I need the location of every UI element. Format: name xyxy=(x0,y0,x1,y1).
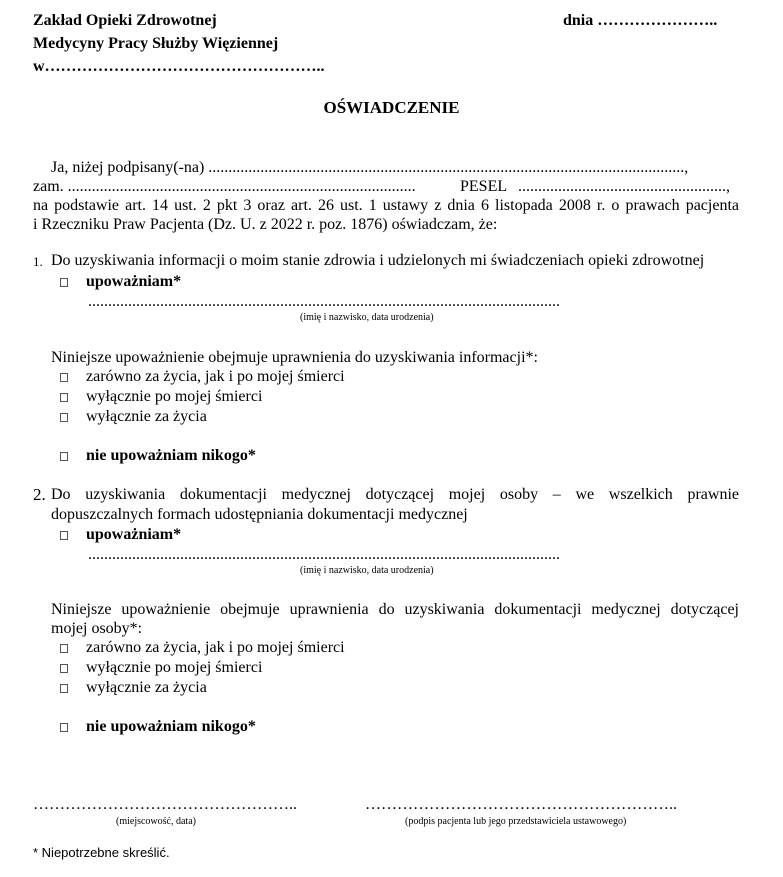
checkbox-icon[interactable] xyxy=(60,452,68,461)
section-1-scope-text: Niniejsze upoważnienie obejmuje uprawnienia do uzyskiwania informacji*: xyxy=(51,349,538,366)
section-2-scope-line-2: mojej osoby*: xyxy=(51,620,143,637)
section-1-deny-label: nie upoważniam nikogo* xyxy=(86,447,256,464)
option-label: wyłącznie po mojej śmierci xyxy=(86,659,263,676)
institution-line-3: w…………………………………………….. xyxy=(33,58,325,75)
section-2-deny-label: nie upoważniam nikogo* xyxy=(86,718,256,735)
intro-line-2-pesel-field: ...................................................., xyxy=(518,178,730,195)
option-label: zarówno za życia, jak i po mojej śmierci xyxy=(86,368,345,385)
place-date-caption: (miejscowość, data) xyxy=(116,816,196,827)
section-1-authorize-label: upoważniam* xyxy=(86,273,182,290)
checkbox-icon[interactable] xyxy=(60,413,68,422)
section-2-scope-line-1: Niniejsze upoważnienie obejmuje uprawnienia do uzyskiwania dokumentacji medycznej dotyczącej xyxy=(51,601,739,618)
intro-line-3: na podstawie art. 14 ust. 2 pkt 3 oraz art. 26 ust. 1 ustawy z dnia 6 listopada 2008 r. o prawach pacjenta xyxy=(33,197,739,214)
institution-line-2: Medycyny Pracy Służby Więziennej xyxy=(33,35,279,52)
checkbox-icon[interactable] xyxy=(60,684,68,693)
section-2-authorize-label: upoważniam* xyxy=(86,526,182,543)
option-label: zarówno za życia, jak i po mojej śmierci xyxy=(86,639,345,656)
checkbox-icon[interactable] xyxy=(60,664,68,673)
intro-line-2-address: zam. ....................................................................................... xyxy=(33,178,416,195)
checkbox-icon[interactable] xyxy=(60,393,68,402)
institution-line-1: Zakład Opieki Zdrowotnej xyxy=(33,12,217,29)
section-2-dotted-caption: (imię i nazwisko, data urodzenia) xyxy=(300,565,434,576)
signature-dotted-line: ………………………………………………….. xyxy=(365,796,677,813)
checkbox-icon[interactable] xyxy=(60,278,68,287)
section-1-dotted-line: ...................................................................................................................... xyxy=(88,293,560,310)
checkbox-icon[interactable] xyxy=(60,531,68,540)
option-label: wyłącznie za życia xyxy=(86,408,207,425)
option-label: wyłącznie po mojej śmierci xyxy=(86,388,263,405)
intro-line-1: Ja, niżej podpisany(-na) ......................................................................................................................., xyxy=(51,159,689,176)
section-1-heading: Do uzyskiwania informacji o moim stanie zdrowia i udzielonych mi świadczeniach opieki zdrowotnej xyxy=(51,252,705,269)
section-2-number: 2. xyxy=(33,485,46,504)
section-2-heading-line-1: Do uzyskiwania dokumentacji medycznej dotyczącej mojej osoby – we wszelkich prawnie xyxy=(51,486,739,503)
option-label: wyłącznie za życia xyxy=(86,679,207,696)
signature-caption: (podpis pacjenta lub jego przedstawiciela ustawowego) xyxy=(405,816,627,827)
checkbox-icon[interactable] xyxy=(60,373,68,382)
section-1-number: 1. xyxy=(33,254,43,269)
footnote: * Niepotrzebne skreślić. xyxy=(33,845,170,860)
section-2-heading-line-2: dopuszczalnych formach udostępniania dokumentacji medycznej xyxy=(51,506,468,523)
date-field: dnia ………………….. xyxy=(563,12,718,29)
checkbox-icon[interactable] xyxy=(60,644,68,653)
intro-line-2-pesel-label: PESEL xyxy=(460,178,508,195)
document-title: OŚWIADCZENIE xyxy=(323,98,460,117)
section-2-dotted-line: ...................................................................................................................... xyxy=(88,546,560,563)
section-1-dotted-caption: (imię i nazwisko, data urodzenia) xyxy=(300,312,434,323)
checkbox-icon[interactable] xyxy=(60,723,68,732)
place-date-dotted-line: ………………………………………….. xyxy=(33,796,297,813)
intro-line-4: i Rzeczniku Praw Pacjenta (Dz. U. z 2022 r. poz. 1876) oświadczam, że: xyxy=(33,216,498,233)
